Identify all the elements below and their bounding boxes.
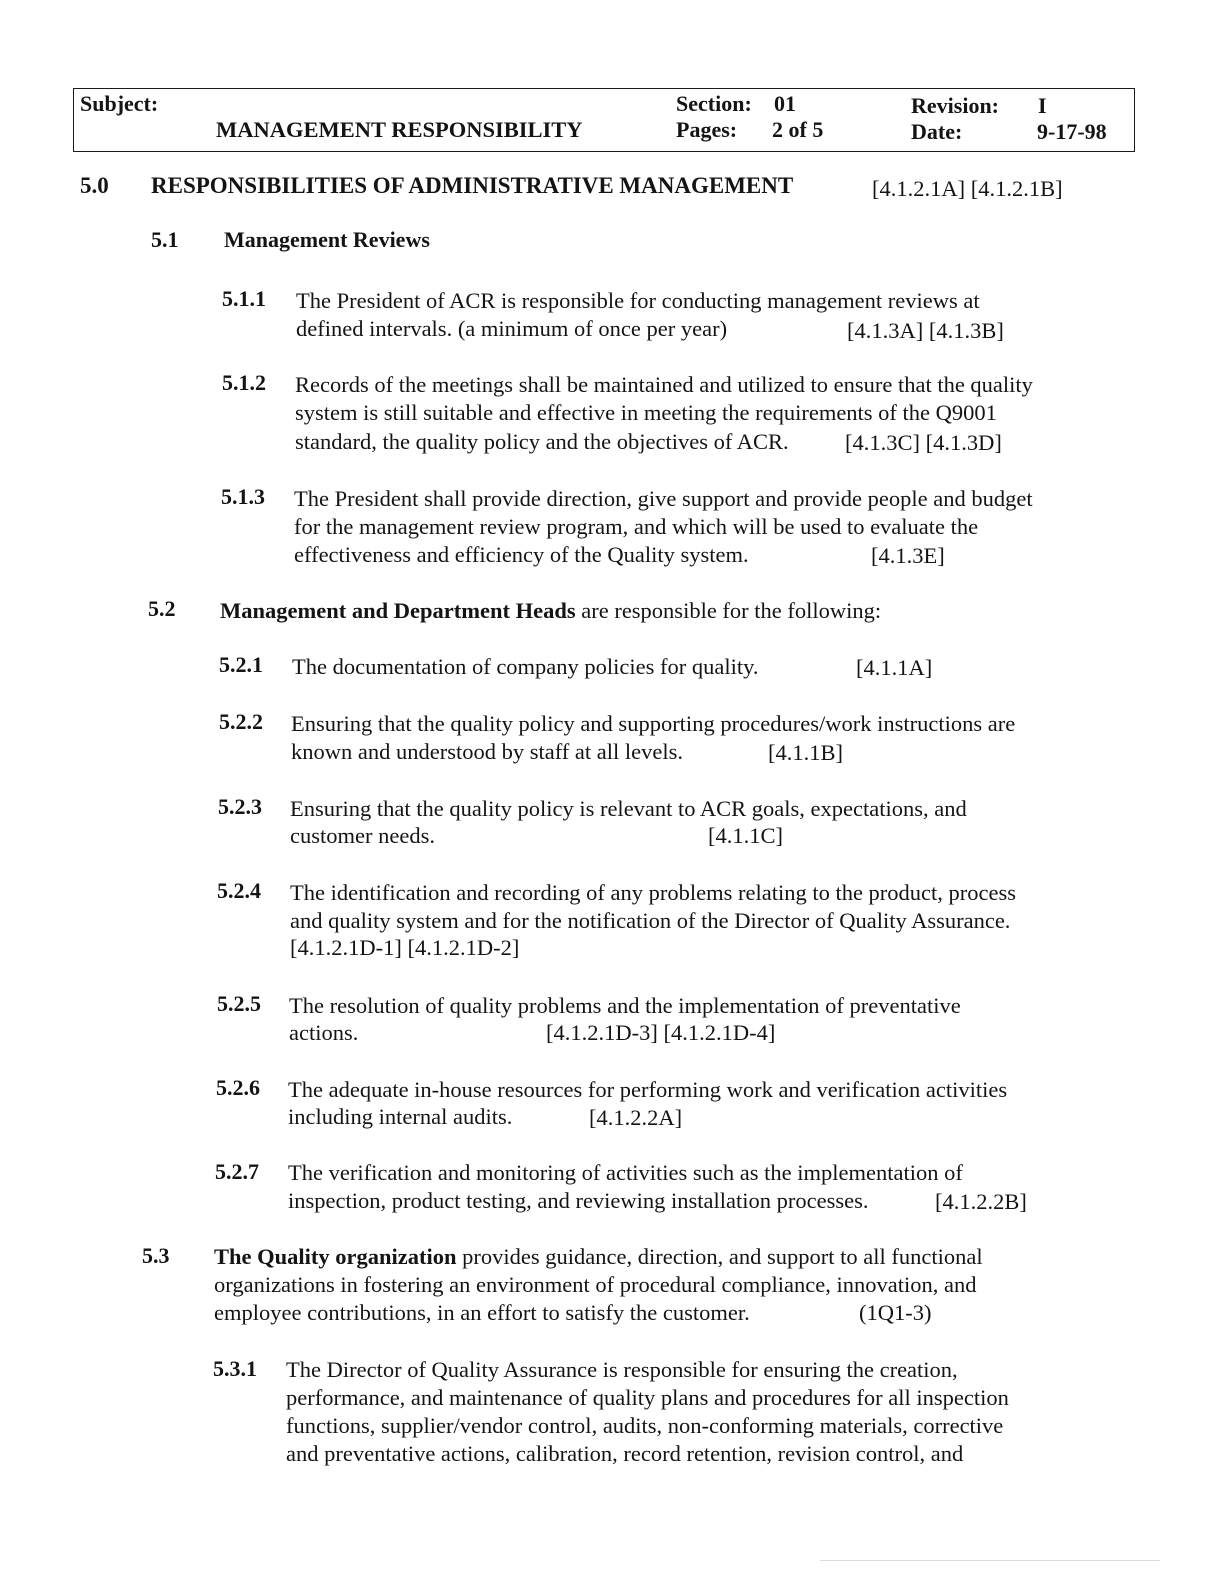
scan-artifact-line <box>820 1560 1160 1561</box>
item-text: functions, supplier/vendor control, audits, non-conforming materials, corrective <box>286 1413 1004 1438</box>
item-text: including internal audits. <box>288 1104 513 1129</box>
item-reference: [4.1.3C] [4.1.3D] <box>845 430 1002 455</box>
subsection-number: 5.3 <box>142 1243 170 1268</box>
subsection-text <box>214 1243 983 1271</box>
item-reference: [4.1.1C] <box>708 823 783 848</box>
item-reference: [4.1.3A] [4.1.3B] <box>847 318 1004 343</box>
item-number: 5.1.3 <box>221 484 265 509</box>
revision-label: Revision: <box>911 93 999 118</box>
item-reference: [4.1.1A] <box>856 655 933 680</box>
section-label: Section: <box>676 91 752 116</box>
item-text: Records of the meetings shall be maintained and utilized to ensure that the quality <box>295 372 1033 397</box>
item-text: The adequate in-house resources for performing work and verification activities <box>288 1077 1008 1102</box>
item-text: effectiveness and efficiency of the Quality system. <box>294 542 749 567</box>
pages-value: 2 of 5 <box>772 117 824 142</box>
date-value: 9-17-98 <box>1037 119 1107 144</box>
subsection-text-rest: provides guidance, direction, and support to all functional <box>456 1244 983 1269</box>
item-text: defined intervals. (a minimum of once per year) <box>296 316 728 341</box>
subsection-text: employee contributions, in an effort to satisfy the customer. <box>214 1300 750 1325</box>
item-text: Ensuring that the quality policy is relevant to ACR goals, expectations, and <box>290 796 967 821</box>
item-text: The President of ACR is responsible for conducting management reviews at <box>296 288 980 313</box>
subject-value: MANAGEMENT RESPONSIBILITY <box>216 117 583 142</box>
subject-label: Subject: <box>80 91 159 116</box>
section-reference: [4.1.2.1A] [4.1.2.1B] <box>872 176 1063 201</box>
item-text: The Director of Quality Assurance is responsible for ensuring the creation, <box>286 1357 958 1382</box>
date-label: Date: <box>911 119 963 144</box>
item-text: The identification and recording of any problems relating to the product, process <box>290 880 1017 905</box>
item-text: performance, and maintenance of quality plans and procedures for all inspection <box>286 1385 1009 1410</box>
item-number: 5.2.6 <box>216 1075 260 1100</box>
subsection-title: Management Reviews <box>224 227 430 252</box>
subsection-text <box>220 597 881 625</box>
item-text: The resolution of quality problems and the implementation of preventative <box>289 993 961 1018</box>
subsection-bold-lead: Management and Department Heads <box>220 598 576 623</box>
item-number: 5.2.2 <box>219 709 263 734</box>
item-reference: [4.1.2.2A] <box>589 1105 683 1130</box>
item-text: standard, the quality policy and the objectives of ACR. <box>295 429 789 454</box>
item-text: The verification and monitoring of activities such as the implementation of <box>288 1160 963 1185</box>
item-reference: [4.1.2.1D-3] [4.1.2.1D-4] <box>546 1020 776 1045</box>
document-header <box>73 88 1135 152</box>
section-value: 01 <box>774 91 796 116</box>
item-reference: [4.1.2.2B] <box>935 1189 1027 1214</box>
subsection-reference: (1Q1-3) <box>859 1300 932 1325</box>
pages-label: Pages: <box>676 117 738 142</box>
item-text: and quality system and for the notification of the Director of Quality Assurance. <box>290 908 1011 933</box>
item-number: 5.2.4 <box>217 878 261 903</box>
subsection-number: 5.1 <box>151 227 179 252</box>
item-text: for the management review program, and which will be used to evaluate the <box>294 514 979 539</box>
item-text: Ensuring that the quality policy and supporting procedures/work instructions are <box>291 711 1016 736</box>
item-text: inspection, product testing, and reviewing installation processes. <box>288 1188 869 1213</box>
item-number: 5.2.1 <box>219 652 263 677</box>
item-reference: [4.1.3E] <box>871 543 945 568</box>
item-number: 5.1.2 <box>222 370 266 395</box>
item-reference: [4.1.1B] <box>768 740 843 765</box>
subsection-text-rest: are responsible for the following: <box>575 598 882 623</box>
item-reference: [4.1.2.1D-1] [4.1.2.1D-2] <box>290 935 520 960</box>
subsection-text: organizations in fostering an environment of procedural compliance, innovation, and <box>214 1272 977 1297</box>
item-number: 5.2.5 <box>217 991 261 1016</box>
item-text: The President shall provide direction, give support and provide people and budget <box>294 486 1033 511</box>
section-title: RESPONSIBILITIES OF ADMINISTRATIVE MANAGEMENT <box>151 173 794 198</box>
item-text: The documentation of company policies for quality. <box>292 654 759 679</box>
item-text: customer needs. <box>290 823 435 848</box>
revision-value: I <box>1038 93 1047 118</box>
section-number: 5.0 <box>80 173 109 198</box>
item-text: system is still suitable and effective in meeting the requirements of the Q9001 <box>295 400 997 425</box>
item-number: 5.2.7 <box>215 1159 259 1184</box>
item-text: known and understood by staff at all levels. <box>291 739 684 764</box>
item-number: 5.2.3 <box>218 794 262 819</box>
subsection-number: 5.2 <box>148 596 176 621</box>
subsection-bold-lead: The Quality organization <box>214 1244 457 1269</box>
item-text: actions. <box>289 1020 359 1045</box>
item-number: 5.1.1 <box>222 286 266 311</box>
item-number: 5.3.1 <box>213 1356 257 1381</box>
item-text: and preventative actions, calibration, record retention, revision control, and <box>286 1441 964 1466</box>
